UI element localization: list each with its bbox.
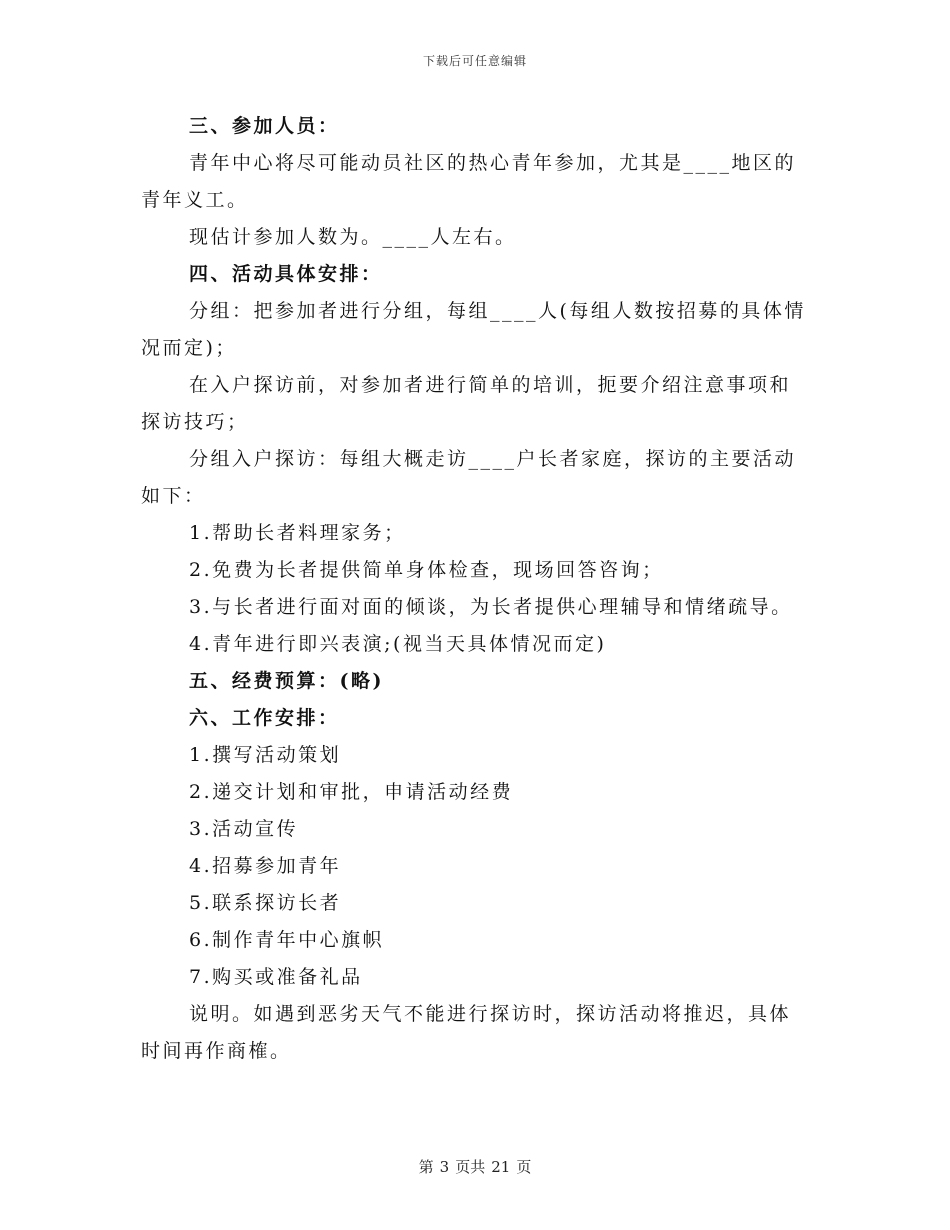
footer-middle: 页共 [455,1158,486,1176]
list-item: 7.购买或准备礼品 [189,966,363,988]
page-header: 下载后可任意编辑 [422,54,527,68]
paragraph: 现估计参加人数为。____人左右。 [189,226,517,248]
list-item: 1.帮助长者料理家务； [189,522,406,544]
paragraph: 分组：把参加者进行分组，每组____人(每组人数按招募的具体情况而定)； [141,300,806,359]
footer-suffix: 页 [516,1158,532,1176]
list-item: 1.撰写活动策划 [189,744,342,766]
section-heading: 六、工作安排： [189,707,340,729]
list-item: 3.与长者进行面对面的倾谈，为长者提供心理辅导和情绪疏导。 [189,596,793,618]
page-footer [0,1156,950,1177]
section-heading: 四、活动具体安排： [189,263,383,285]
document-body [141,108,811,1070]
footer-total-pages: 21 [491,1158,511,1176]
list-item: 4.招募参加青年 [189,855,342,877]
list-item: 2.免费为长者提供简单身体检查，现场回答咨询； [189,559,664,581]
section-heading: 三、参加人员： [189,115,340,137]
footer-prefix: 第 [418,1158,434,1176]
list-item: 2.递交计划和审批，申请活动经费 [189,781,514,803]
list-item: 6.制作青年中心旗帜 [189,929,385,951]
footer-page-number: 3 [439,1158,450,1176]
paragraph: 在入户探访前，对参加者进行简单的培训，扼要介绍注意事项和探访技巧； [141,374,792,433]
list-item: 3.活动宣传 [189,818,299,840]
list-item: 5.联系探访长者 [189,892,342,914]
paragraph: 青年中心将尽可能动员社区的热心青年参加，尤其是____地区的青年义工。 [141,152,797,211]
section-heading: 五、经费预算：(略) [189,670,384,692]
list-item: 4.青年进行即兴表演;(视当天具体情况而定) [189,633,607,655]
paragraph: 分组入户探访：每组大概走访____户长者家庭，探访的主要活动如下： [141,448,797,507]
paragraph: 说明。如遇到恶劣天气不能进行探访时，探访活动将推迟，具体时间再作商榷。 [141,1003,792,1062]
